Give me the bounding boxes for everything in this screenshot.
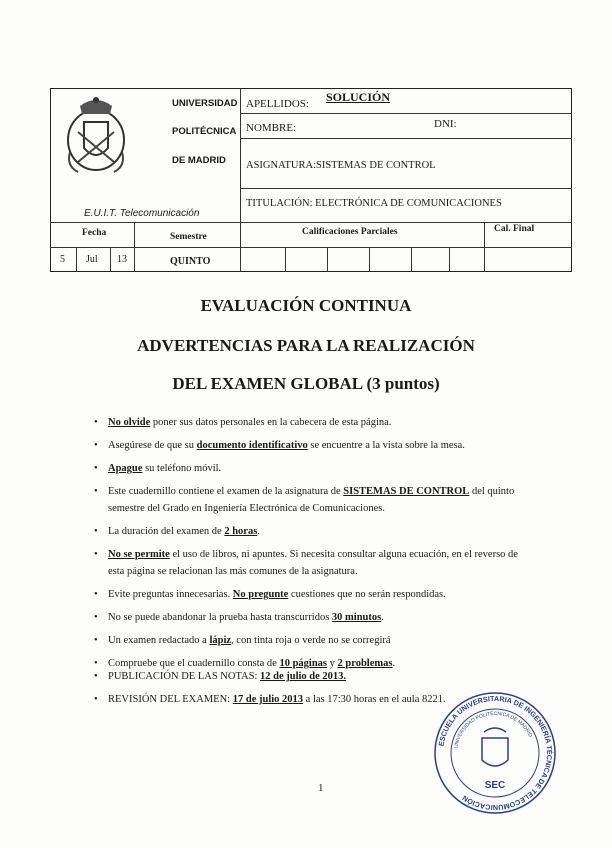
calificaciones-label: Calificaciones Parciales <box>302 227 398 237</box>
svg-text:ESCUELA UNIVERSITARIA DE INGEN: ESCUELA UNIVERSITARIA DE INGENIERÍA TÉCNICA DE TELECOMUNICACIÓN <box>436 693 555 813</box>
list-item: • Compruebe que el cuadernillo consta de 10 páginas y 2 problemas. <box>94 655 534 672</box>
fecha-month: Jul <box>86 254 98 265</box>
institution-line-2: POLITÉCNICA <box>172 126 237 137</box>
warnings-list <box>94 414 534 678</box>
list-item: • Apague su teléfono móvil. <box>94 460 534 477</box>
fecha-day: 5 <box>60 254 65 265</box>
titulacion-field: TITULACIÓN: ELECTRÓNICA DE COMUNICACIONES <box>246 198 502 209</box>
list-item: • Asegúrese de que su documento identificativo se encuentre a la vista sobre la mesa. <box>94 437 534 454</box>
dni-label: DNI: <box>434 118 457 130</box>
list-item: • No olvide poner sus datos personales en la cabecera de esta página. <box>94 414 534 431</box>
school-name: E.U.I.T. Telecomunicación <box>84 208 200 219</box>
list-item: • No se puede abandonar la prueba hasta transcurridos 30 minutos. <box>94 609 534 626</box>
fecha-year: 13 <box>117 254 127 265</box>
nombre-label: NOMBRE: <box>246 122 297 134</box>
apellidos-value: SOLUCIÓN <box>326 90 391 104</box>
university-crest-logo <box>58 92 134 178</box>
title-evaluacion: EVALUACIÓN CONTINUA <box>200 296 412 315</box>
list-item: • Un examen redactado a lápiz, con tinta roja o verde no se corregirá <box>94 632 534 649</box>
list-item: • PUBLICACIÓN DE LAS NOTAS: 12 de julio de 2013. <box>94 668 534 685</box>
list-item: • La duración del examen de 2 horas. <box>94 523 534 540</box>
list-item: • REVISIÓN DEL EXAMEN: 17 de julio 2013 a las 17:30 horas en el aula 8221. <box>94 691 534 708</box>
list-item: • Evite preguntas innecesarias. No pregunte cuestiones que no serán respondidas. <box>94 586 534 603</box>
title-examen-global: DEL EXAMEN GLOBAL (3 puntos) <box>172 374 440 393</box>
asignatura-field: ASIGNATURA:SISTEMAS DE CONTROL <box>246 160 436 171</box>
svg-text:UNIVERSIDAD POLITÉCNICA DE MAD: UNIVERSIDAD POLITÉCNICA DE MADRID <box>453 710 534 749</box>
apellidos-label: APELLIDOS: <box>246 98 309 110</box>
stamp-label: SEC <box>484 780 506 791</box>
list-item: • Este cuadernillo contiene el examen de la asignatura de SISTEMAS DE CONTROL del quinto semestre del Grado en Ingeniería Electrónica de Comunicaciones. <box>94 483 534 517</box>
semestre-label: Semestre <box>170 232 207 242</box>
institution-line-1: UNIVERSIDAD <box>172 98 238 109</box>
list-item: • No se permite el uso de libros, ni apuntes. Si necesita consultar alguna ecuación, en el reverso de esta página se relacionan las más comunes de la asignatura. <box>94 546 534 580</box>
title-advertencias: ADVERTENCIAS PARA LA REALIZACIÓN <box>137 336 475 355</box>
fecha-label: Fecha <box>82 228 107 238</box>
cal-final-label: Cal. Final <box>494 224 535 234</box>
page-number: 1 <box>318 782 324 794</box>
official-stamp <box>432 690 558 816</box>
institution-line-3: DE MADRID <box>172 155 226 166</box>
semestre-value: QUINTO <box>170 256 211 267</box>
